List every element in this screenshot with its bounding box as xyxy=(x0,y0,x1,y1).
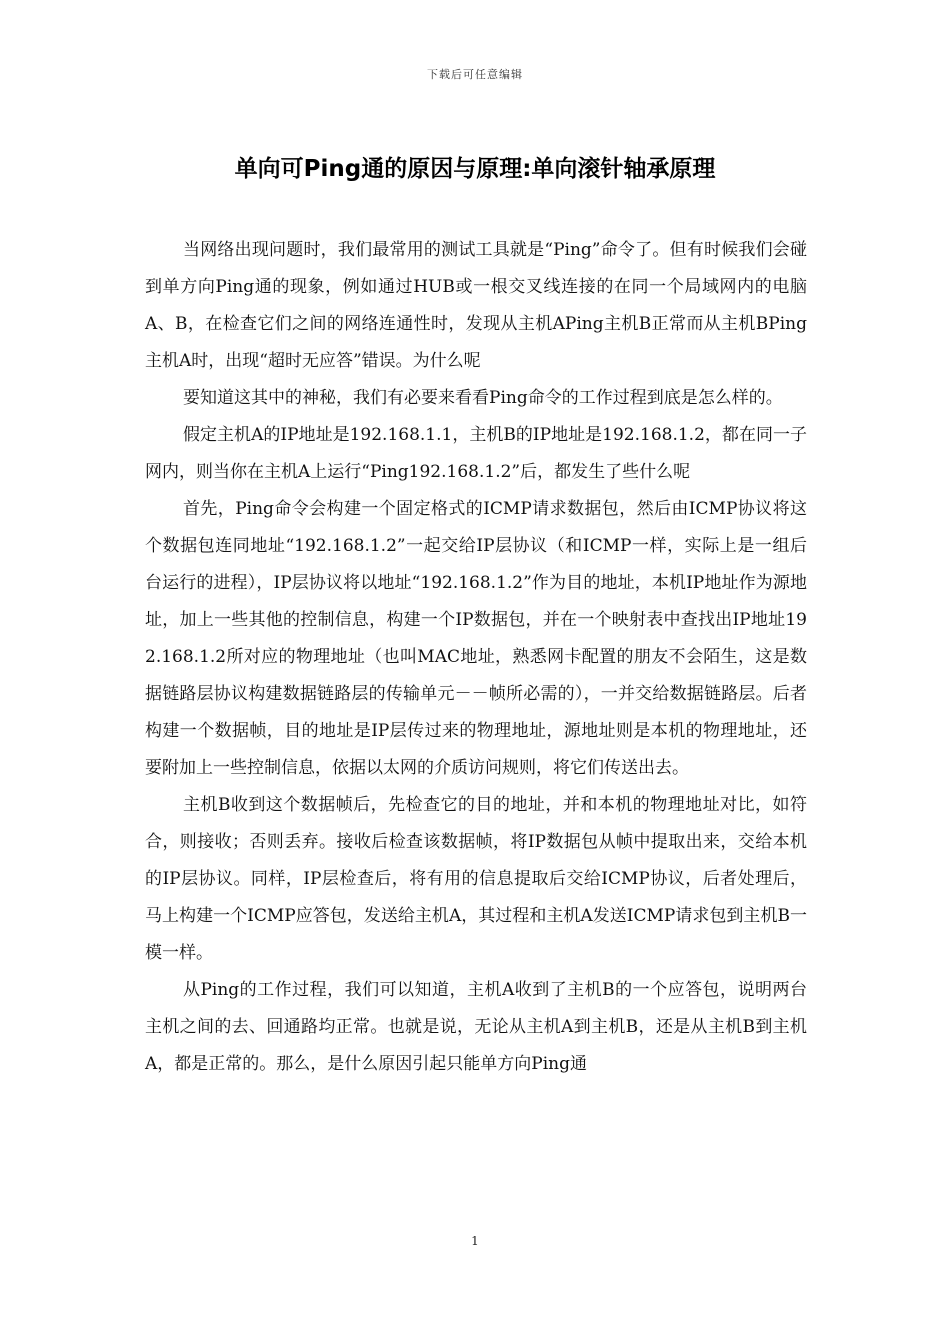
paragraph-assumption: 假定主机A的IP地址是192.168.1.1，主机B的IP地址是192.168.1.2，都在同一子网内，则当你在主机A上运行“Ping192.168.1.2”后，都发生了些什么呢 xyxy=(145,425,807,482)
paragraph-question: 要知道这其中的神秘，我们有必要来看看Ping命令的工作过程到底是怎么样的。 xyxy=(183,388,783,408)
paragraph-conclusion: 从Ping的工作过程，我们可以知道，主机A收到了主机B的一个应答包，说明两台主机之间的去、回通路均正常。也就是说，无论从主机A到主机B，还是从主机B到主机A，都是正常的。那么，是什么原因引起只能单方向Ping通 xyxy=(145,980,807,1074)
paragraph-host-b-reply: 主机B收到这个数据帧后，先检查它的目的地址，并和本机的物理地址对比，如符合，则接收；否则丢弃。接收后检查该数据帧，将IP数据包从帧中提取出来，交给本机的IP层协议。同样，IP层检查后，将有用的信息提取后交给ICMP协议，后者处理后，马上构建一个ICMP应答包，发送给主机A，其过程和主机A发送ICMP请求包到主机B一模一样。 xyxy=(145,795,807,963)
document-title: 单向可Ping通的原因与原理:单向滚针轴承原理 xyxy=(234,156,716,182)
page-header-note: 下载后可任意编辑 xyxy=(427,68,523,81)
paragraph-intro: 当网络出现问题时，我们最常用的测试工具就是“Ping”命令了。但有时候我们会碰到单方向Ping通的现象，例如通过HUB或一根交叉线连接的在同一个局域网内的电脑A、B，在检查它们之间的网络连通性时，发现从主机APing主机B正常而从主机BPing主机A时，出现“超时无应答”错误。为什么呢 xyxy=(145,240,807,371)
document-body xyxy=(145,232,807,1083)
page-number: 1 xyxy=(471,1234,479,1248)
paragraph-icmp-request: 首先，Ping命令会构建一个固定格式的ICMP请求数据包，然后由ICMP协议将这个数据包连同地址“192.168.1.2”一起交给IP层协议（和ICMP一样，实际上是一组后台运行的进程），IP层协议将以地址“192.168.1.2”作为目的地址，本机IP地址作为源地址，加上一些其他的控制信息，构建一个IP数据包，并在一个映射表中查找出IP地址192.168.1.2所对应的物理地址（也叫MAC地址，熟悉网卡配置的朋友不会陌生，这是数据链路层协议构建数据链路层的传输单元－－帧所必需的），一并交给数据链路层。后者构建一个数据帧，目的地址是IP层传过来的物理地址，源地址则是本机的物理地址，还要附加上一些控制信息，依据以太网的介质访问规则，将它们传送出去。 xyxy=(145,499,807,778)
